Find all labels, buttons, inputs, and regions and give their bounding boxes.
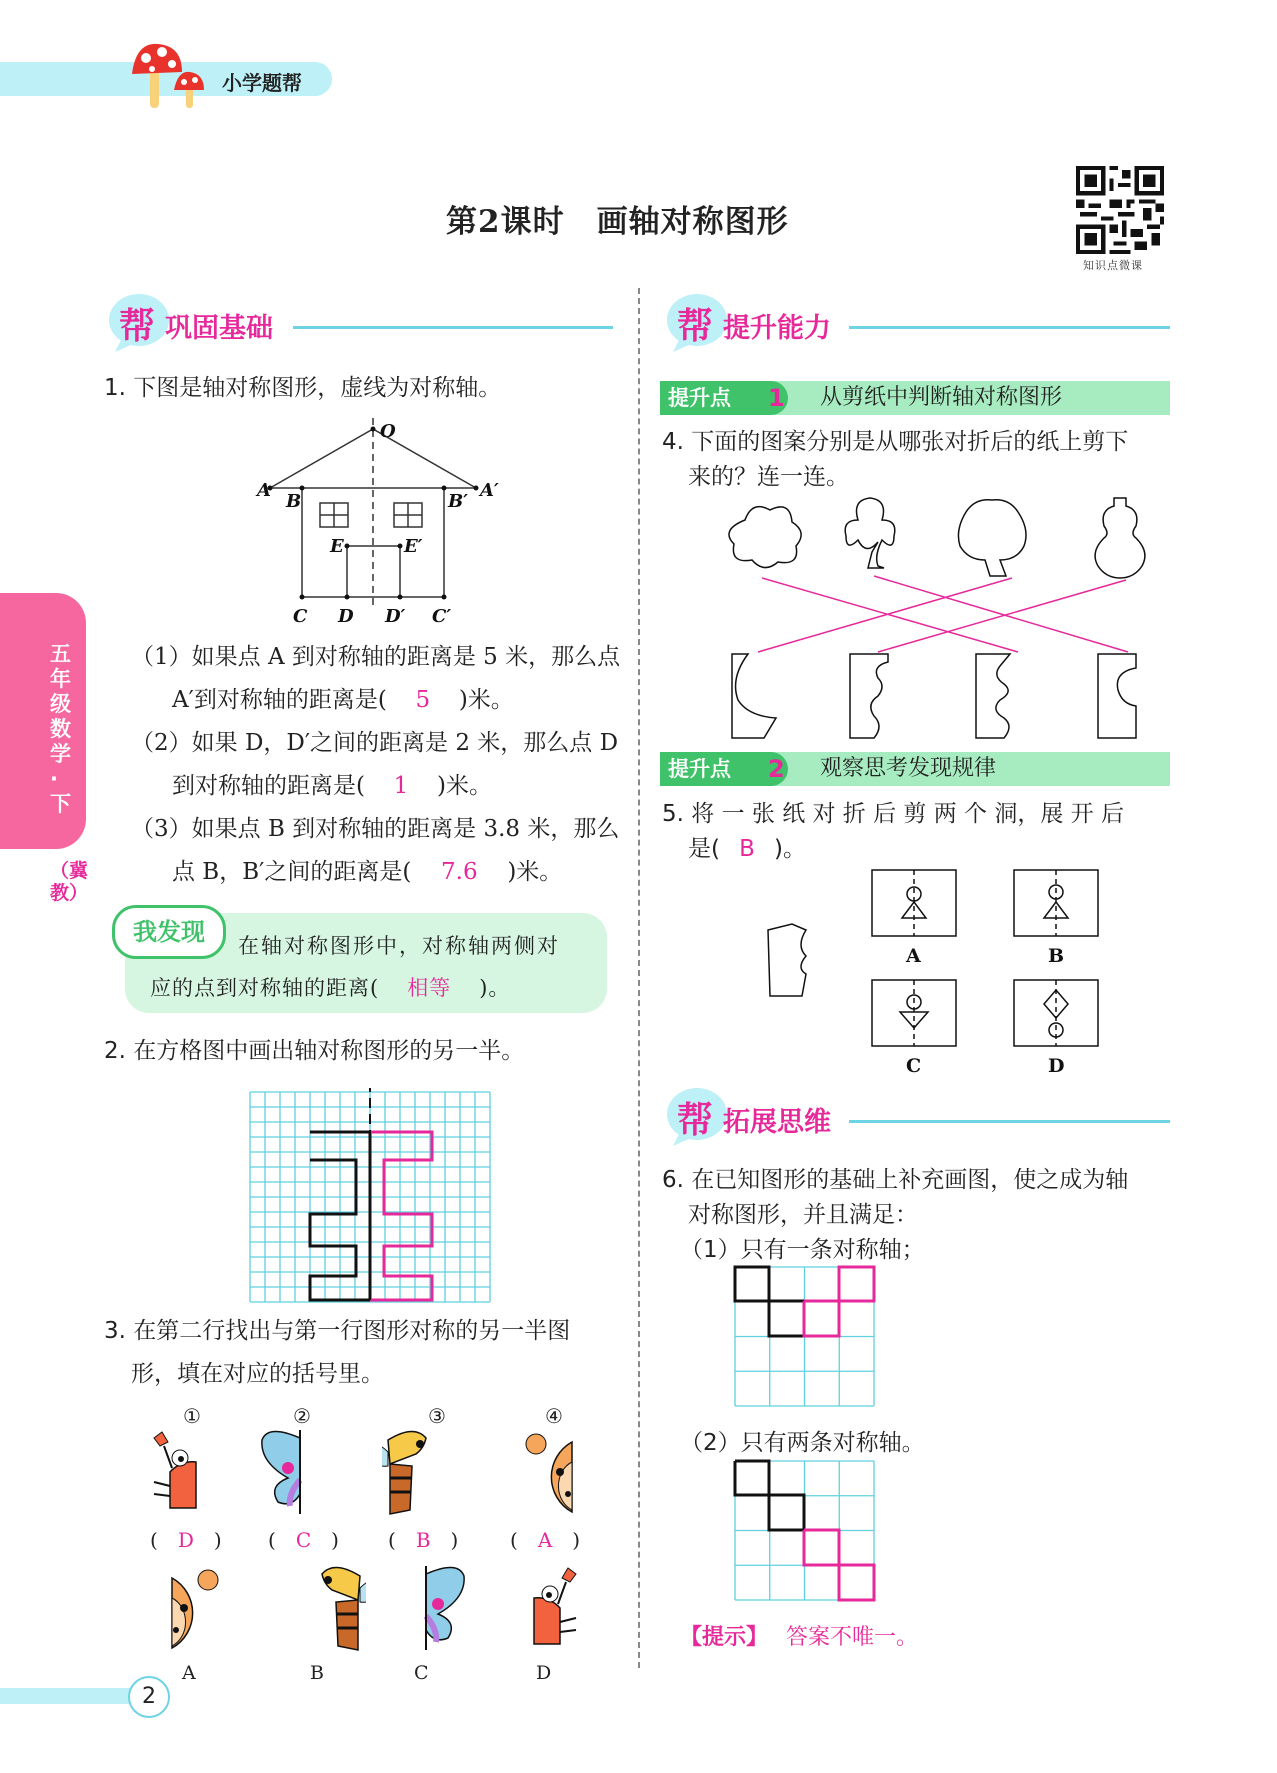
q4-line1: 4. 下面的图案分别是从哪张对折后的纸上剪下: [662, 429, 1129, 455]
label-C-prime: C′: [432, 606, 452, 627]
option-A-label: A: [906, 945, 921, 967]
discover-line1: 在轴对称图形中，对称轴两侧对: [238, 934, 560, 958]
folded-paper-2: [850, 654, 888, 738]
hint-label: 【提示】: [680, 1625, 769, 1650]
q3-answer-3: ( B ): [388, 1528, 459, 1552]
q6-grid-2: [732, 1458, 884, 1610]
house-figure: [250, 410, 500, 630]
option-C-label: C: [906, 1055, 922, 1077]
label-B: B: [286, 491, 302, 512]
folded-paper: [768, 924, 806, 996]
focus-number: 2: [768, 755, 785, 783]
q3-option-B: B: [310, 1662, 324, 1684]
section-improve-ability: [665, 292, 1170, 352]
q6-part2: （2）只有两条对称轴。: [680, 1430, 925, 1456]
folded-paper-3: [976, 654, 1010, 738]
side-tab-edition: （冀教）: [50, 860, 89, 904]
section-head-glyph: 帮: [677, 1100, 714, 1141]
section-consolidate-basics: [107, 292, 613, 352]
crab-right-half: [530, 1564, 580, 1650]
bee-left-half: [310, 1560, 366, 1656]
q6-line2: 对称图形，并且满足：: [688, 1202, 918, 1228]
q1-part1-line2: A′到对称轴的距离是( 5 )米。: [172, 683, 514, 717]
q3-stem-line1: 3. 在第二行找出与第一行图形对称的另一半图: [104, 1318, 571, 1344]
q6-grid-1: [732, 1264, 884, 1416]
label-E-prime: E′: [404, 536, 423, 557]
label-A-prime: A′: [480, 480, 499, 501]
section-title: 拓展思维: [723, 1107, 831, 1138]
q1-part3-line2: 点 B，B′之间的距离是( 7.6 )米。: [172, 855, 562, 889]
q4-line2: 来的？连一连。: [688, 464, 849, 490]
qr-caption: 知识点微课: [1083, 259, 1143, 272]
bee-right-half: [382, 1424, 432, 1520]
focus-point-1: [660, 381, 1170, 415]
section-rule: [849, 1120, 1170, 1123]
focus-number: 1: [768, 384, 785, 412]
q5-line1: 5. 将 一 张 纸 对 折 后 剪 两 个 洞，展 开 后: [662, 801, 1124, 827]
q3-answer-4: ( A ): [510, 1528, 581, 1552]
q1-part1-answer: 5: [415, 687, 431, 713]
q3-option-D: D: [536, 1662, 552, 1684]
q1-part3-line1: （3）如果点 B 到对称轴的距离是 3.8 米，那么: [131, 816, 620, 842]
option-B-label: B: [1048, 945, 1065, 967]
butterfly-left-half: [258, 1424, 308, 1520]
q1-part2-line1: （2）如果 D，D′之间的距离是 2 米，那么点 D: [131, 730, 619, 756]
q5-line2: 是( B )。: [688, 832, 806, 866]
q1-part2-answer: 1: [393, 773, 409, 799]
q1-part1-line1: （1）如果点 A 到对称轴的距离是 5 米，那么点: [131, 644, 621, 670]
section-rule: [849, 326, 1170, 329]
q3-answer-1: ( D ): [150, 1528, 222, 1552]
q4-matching-figure[interactable]: [700, 490, 1160, 750]
q3-option-C: C: [414, 1662, 429, 1684]
monkey-right-half: [164, 1568, 224, 1650]
club-shape: [845, 498, 895, 568]
q1-part3-answer: 7.6: [441, 859, 478, 885]
q1-stem: 1. 下图是轴对称图形，虚线为对称轴。: [104, 375, 502, 401]
section-head-glyph: 帮: [677, 306, 714, 347]
footer-bar: [0, 1688, 140, 1704]
section-extended-thinking: [665, 1086, 1170, 1146]
monkey-left-half: [520, 1432, 580, 1514]
matching-lines: [758, 576, 1128, 652]
q6-line1: 6. 在已知图形的基础上补充画图，使之成为轴: [662, 1167, 1129, 1193]
label-D-prime: D′: [385, 606, 406, 627]
q3-answer-2: ( C ): [268, 1528, 339, 1552]
folded-paper-4: [1098, 654, 1136, 738]
q5-answer: B: [739, 836, 755, 862]
mushroom-logo-icon: [128, 40, 208, 115]
q3-num-3: ③: [428, 1404, 446, 1428]
label-A: A: [257, 480, 271, 501]
brand-text: 小学题帮: [222, 71, 302, 95]
folded-paper-1: [732, 654, 776, 738]
page-number: 2: [128, 1676, 170, 1718]
q1-part2-line2: 到对称轴的距离是( 1 )米。: [172, 769, 492, 803]
hint-text: 答案不唯一。: [786, 1625, 919, 1650]
q6-hint: [680, 1620, 918, 1651]
qr-code[interactable]: [1076, 166, 1164, 254]
flower-shape: [729, 507, 801, 568]
q3-num-1: ①: [183, 1404, 201, 1428]
section-title: 提升能力: [723, 313, 831, 344]
section-title: 巩固基础: [165, 313, 273, 344]
focus-text: 观察思考发现规律: [820, 756, 997, 781]
label-E: E: [330, 536, 344, 557]
q6-part1: （1）只有一条对称轴；: [680, 1237, 925, 1263]
q3-option-A: A: [182, 1662, 196, 1684]
crab-left-half: [150, 1428, 200, 1514]
q2-grid: [246, 1088, 498, 1308]
column-divider: [638, 288, 640, 1668]
label-D: D: [338, 606, 354, 627]
label-C: C: [293, 606, 308, 627]
focus-tag: 提升点: [660, 752, 788, 786]
butterfly-right-half: [418, 1560, 468, 1656]
side-tab-grade: 五年级数学·下: [50, 642, 71, 816]
discover-answer: 相等: [407, 976, 452, 1000]
q3-num-2: ②: [293, 1404, 311, 1428]
q3-num-4: ④: [545, 1404, 563, 1428]
section-rule: [293, 326, 613, 329]
focus-text: 从剪纸中判断轴对称图形: [820, 385, 1063, 410]
label-O: O: [380, 421, 396, 442]
discover-tag: 我发现: [112, 905, 226, 959]
q5-figure[interactable]: [760, 864, 1110, 1082]
q2-stem: 2. 在方格图中画出轴对称图形的另一半。: [104, 1038, 525, 1064]
section-head-glyph: 帮: [119, 306, 156, 347]
discover-line2: 应的点到对称轴的距离( 相等 )。: [150, 972, 510, 1002]
label-B-prime: B′: [448, 491, 468, 512]
q3-stem-line2: 形，填在对应的括号里。: [131, 1361, 384, 1387]
focus-point-2: [660, 752, 1170, 786]
focus-tag: 提升点: [660, 381, 788, 415]
option-D-label: D: [1048, 1055, 1065, 1077]
spade-shape: [958, 500, 1026, 576]
gourd-shape: [1095, 498, 1145, 578]
page-title: 第2课时 画轴对称图形: [446, 204, 789, 240]
